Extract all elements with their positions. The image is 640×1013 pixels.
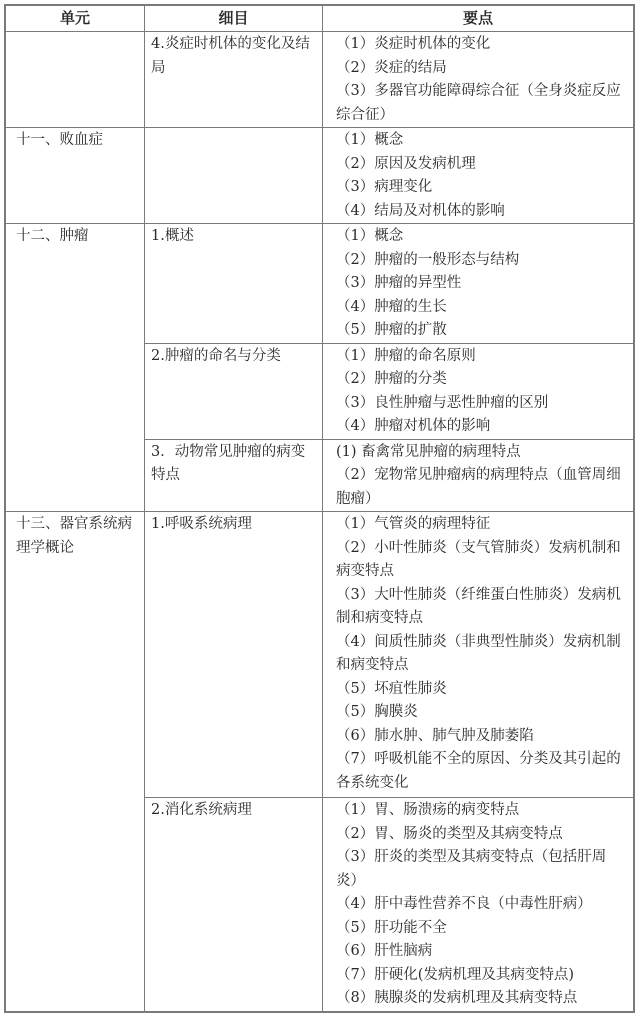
point-item: （4）间质性肺炎（非典型性肺炎）发病机制和病变特点 bbox=[336, 633, 621, 673]
table-header-row bbox=[6, 6, 634, 32]
points-cell bbox=[323, 439, 634, 512]
point-item: （3）病理变化 bbox=[336, 179, 433, 195]
point-item: （7）肝硬化(发病机理及其病变特点) bbox=[336, 966, 575, 983]
point-item: （1）概念 bbox=[336, 228, 404, 244]
points-cell bbox=[323, 224, 634, 344]
points-cell bbox=[323, 343, 634, 439]
subitem-cell: 1.呼吸系统病理 bbox=[145, 512, 323, 798]
unit-cell: 十一、败血症 bbox=[6, 128, 145, 224]
point-item: （1）胃、肠溃疡的病变特点 bbox=[336, 802, 520, 818]
points-cell bbox=[323, 512, 634, 798]
point-item: （2）小叶性肺炎（支气管肺炎）发病机制和病变特点 bbox=[336, 539, 621, 579]
point-item: （3）肝炎的类型及其病变特点（包括肝周炎） bbox=[336, 849, 607, 889]
point-item: （3）良性肿瘤与恶性肿瘤的区别 bbox=[336, 394, 549, 411]
point-item: （1）肿瘤的命名原则 bbox=[336, 347, 476, 364]
points-cell bbox=[323, 798, 634, 1012]
point-item: （5）胸膜炎 bbox=[336, 704, 418, 720]
unit-cell: 十三、器官系统病理学概论 bbox=[6, 512, 145, 1012]
syllabus-table-frame bbox=[4, 4, 635, 1013]
point-item: （2）肿瘤的一般形态与结构 bbox=[336, 251, 520, 268]
point-item: （6）肺水肿、肺气肿及肺萎陷 bbox=[336, 727, 534, 744]
header-points: 要点 bbox=[323, 6, 634, 32]
point-item: （2）胃、肠炎的类型及其病变特点 bbox=[336, 825, 563, 842]
point-item: （3）大叶性肺炎（纤维蛋白性肺炎）发病机制和病变特点 bbox=[336, 586, 621, 626]
point-item: （5）坏疽性肺炎 bbox=[336, 680, 447, 697]
point-item: （1）概念 bbox=[336, 132, 404, 148]
table-row bbox=[6, 128, 634, 224]
points-cell bbox=[323, 128, 634, 224]
point-item: (1) 畜禽常见肿瘤的病理特点 bbox=[336, 443, 521, 460]
point-item: （7）呼吸机能不全的原因、分类及其引起的各系统变化 bbox=[336, 751, 621, 791]
point-item: （3）肿瘤的异型性 bbox=[336, 275, 462, 291]
table-row bbox=[6, 32, 634, 128]
point-item: （4）结局及对机体的影响 bbox=[336, 202, 505, 219]
subitem-cell: 4.炎症时机体的变化及结局 bbox=[145, 32, 323, 128]
point-item: （2）宠物常见肿瘤病的病理特点（血管周细胞瘤） bbox=[336, 467, 621, 507]
header-unit: 单元 bbox=[6, 6, 145, 32]
subitem-cell: 3．动物常见肿瘤的病变特点 bbox=[145, 439, 323, 512]
point-item: （2）肿瘤的分类 bbox=[336, 371, 447, 387]
point-item: （2）原因及发病机理 bbox=[336, 155, 476, 172]
point-item: （2）炎症的结局 bbox=[336, 59, 447, 76]
point-item: （1）炎症时机体的变化 bbox=[336, 36, 491, 52]
subitem-cell: 2.肿瘤的命名与分类 bbox=[145, 343, 323, 439]
table-row bbox=[6, 224, 634, 344]
subitem-cell: 2.消化系统病理 bbox=[145, 798, 323, 1012]
unit-cell: 十二、肿瘤 bbox=[6, 224, 145, 512]
point-item: （6）肝性脑病 bbox=[336, 943, 433, 959]
point-item: （4）肿瘤对机体的影响 bbox=[336, 418, 491, 434]
point-item: （4）肿瘤的生长 bbox=[336, 298, 447, 315]
point-item: （5）肿瘤的扩散 bbox=[336, 322, 447, 338]
point-item: （5）肝功能不全 bbox=[336, 919, 447, 936]
point-item: （1）气管炎的病理特征 bbox=[336, 516, 491, 532]
header-subitem: 细目 bbox=[145, 6, 323, 32]
syllabus-table bbox=[5, 5, 634, 1012]
point-item: （3）多器官功能障碍综合征（全身炎症反应综合征） bbox=[336, 83, 621, 123]
points-cell bbox=[323, 32, 634, 128]
subitem-cell bbox=[145, 128, 323, 224]
unit-cell bbox=[6, 32, 145, 128]
subitem-cell: 1.概述 bbox=[145, 224, 323, 344]
table-row bbox=[6, 512, 634, 798]
point-item: （4）肝中毒性营养不良（中毒性肝病） bbox=[336, 896, 592, 912]
point-item: （8）胰腺炎的发病机理及其病变特点 bbox=[336, 990, 578, 1006]
